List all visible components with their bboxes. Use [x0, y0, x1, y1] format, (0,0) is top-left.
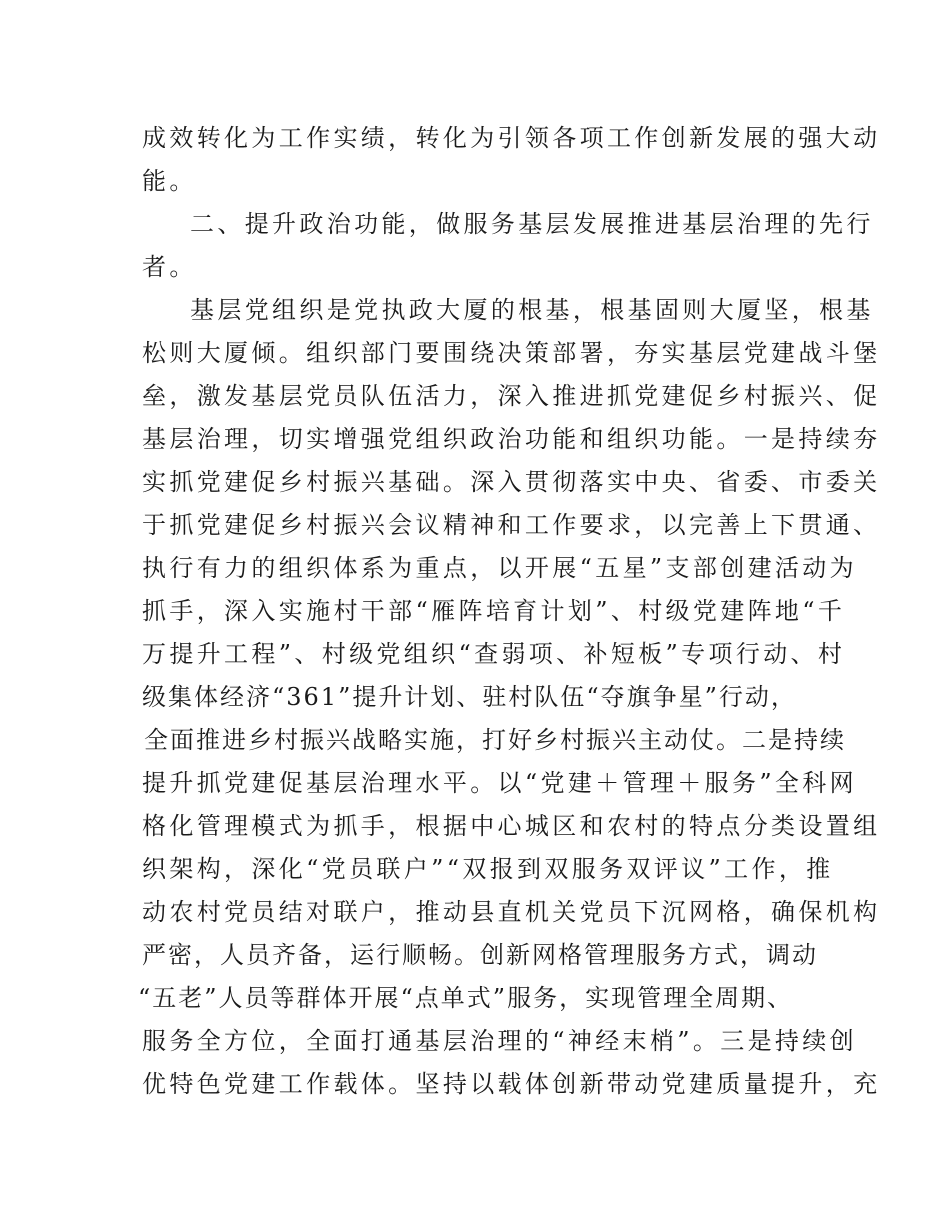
section-heading-continued: 者。 — [142, 253, 197, 281]
text-line: 实抓党建促乡村振兴基础。深入贯彻落实中央、省委、市委关 — [142, 468, 881, 496]
text-line: 服务全方位，全面打通基层治理的“神经末梢”。三是持续创 — [142, 1027, 857, 1055]
text-line: 万提升工程”、村级党组织“查弱项、补短板”专项行动、村 — [142, 640, 846, 668]
section-heading: 二、提升政治功能，做服务基层发展推进基层治理的先行 — [190, 210, 874, 238]
text-line: “五老”人员等群体开展“点单式”服务，实现管理全周期、 — [138, 984, 794, 1012]
text-line: 格化管理模式为抓手，根据中心城区和农村的特点分类设置组 — [142, 812, 881, 840]
text-line: 于抓党建促乡村振兴会议精神和工作要求，以完善上下贯通、 — [142, 511, 881, 539]
text-line: 全面推进乡村振兴战略实施，打好乡村振兴主动仗。二是持续 — [144, 726, 846, 754]
text-line: 严密，人员齐备，运行顺畅。创新网格管理服务方式，调动 — [142, 941, 818, 969]
text-line: 执行有力的组织体系为重点，以开展“五星”支部创建活动为 — [142, 554, 857, 582]
text-line: 动农村党员结对联户，推动县直机关党员下沉网格，确保机构 — [142, 898, 881, 926]
text-line: 成效转化为工作实绩，转化为引领各项工作创新发展的强大动 — [142, 124, 881, 152]
text-line: 织架构，深化“党员联户”“双报到双服务双评议”工作，推 — [142, 855, 834, 883]
text-line: 提升抓党建促基层治理水平。以“党建＋管理＋服务”全科网 — [142, 769, 857, 797]
text-line: 垒，激发基层党员队伍活力，深入推进抓党建促乡村振兴、促 — [142, 382, 881, 410]
text-line: 松则大厦倾。组织部门要围绕决策部署，夯实基层党建战斗堡 — [142, 339, 881, 367]
text-line: 基层治理，切实增强党组织政治功能和组织功能。一是持续夯 — [142, 425, 881, 453]
text-line: 优特色党建工作载体。坚持以载体创新带动党建质量提升，充 — [142, 1070, 881, 1098]
text-line: 能。 — [142, 167, 197, 195]
text-line: 抓手，深入实施村干部“雁阵培育计划”、村级党建阵地“千 — [142, 597, 846, 625]
text-line: 级集体经济“361”提升计划、驻村队伍“夺旗争星”行动， — [142, 683, 797, 711]
text-line: 基层党组织是党执政大厦的根基，根基固则大厦坚，根基 — [190, 296, 874, 324]
